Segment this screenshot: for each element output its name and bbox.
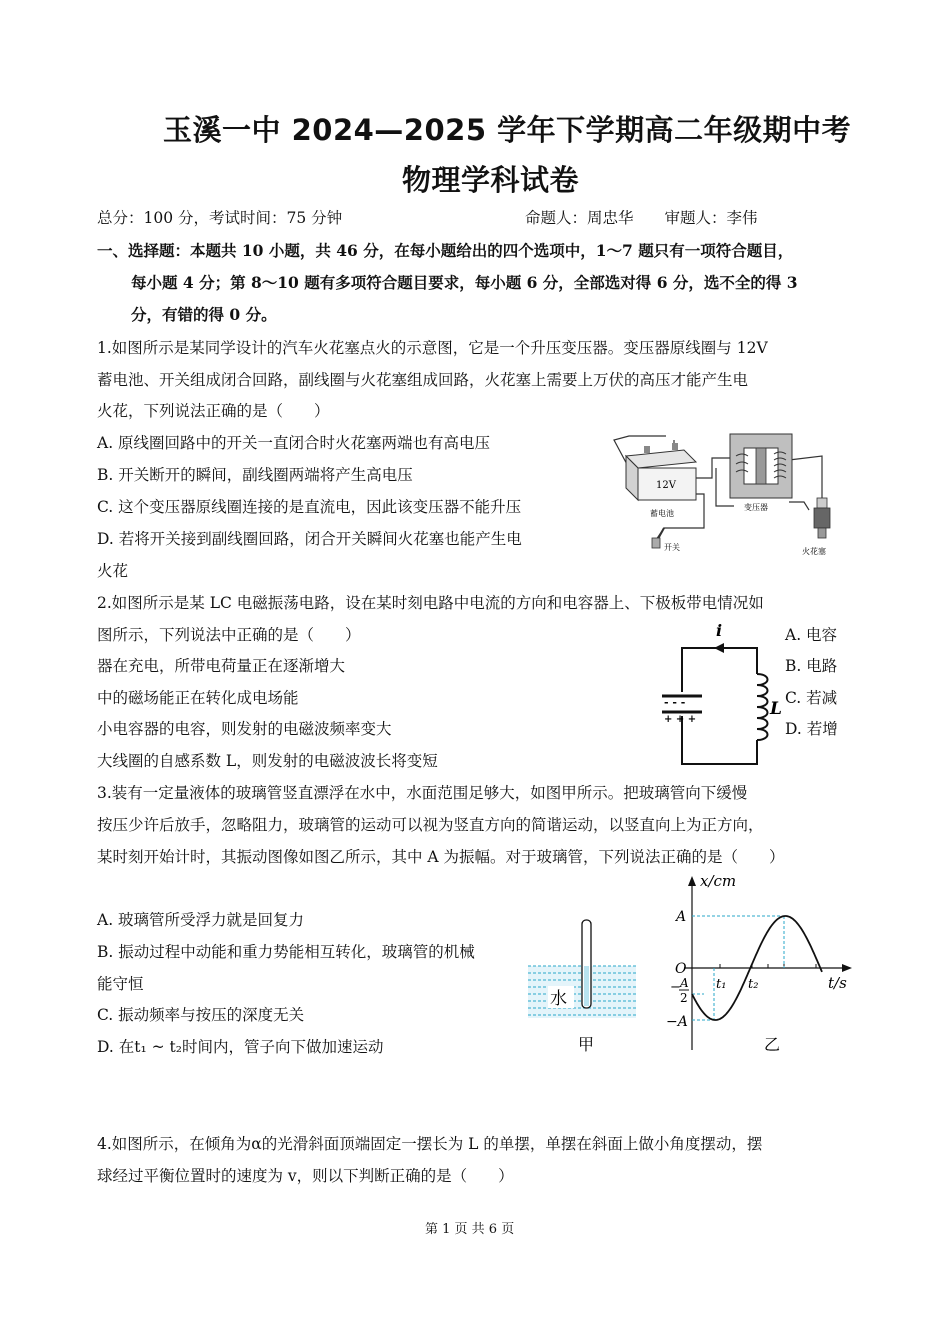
page-footer: 第 1 页 共 6 页 bbox=[425, 1222, 515, 1237]
q3-stem-1: 3.装有一定量液体的玻璃管竖直漂浮在水中，水面范围足够大，如图甲所示。把玻璃管向下缓慢 bbox=[97, 784, 748, 802]
top-plate-charge: - - - bbox=[664, 696, 686, 709]
exam-info-left: 总分：100 分，考试时间：75 分钟 bbox=[97, 209, 343, 227]
q4-stem-1: 4.如图所示，在倾角为α的光滑斜面顶端固定一摆长为 L 的单摆，单摆在斜面上做小角度摆动，摆 bbox=[97, 1135, 763, 1153]
q2-stem-1: 2.如图所示是某 LC 电磁振荡电路，设在某时刻电路中电流的方向和电容器上、下极板带电情况如 bbox=[97, 594, 764, 612]
q3-option-d: D. 在t₁ ~ t₂时间内，管子向下做加速运动 bbox=[97, 1038, 384, 1056]
q3-option-a: A. 玻璃管所受浮力就是回复力 bbox=[97, 911, 305, 929]
battery-label: 蓄电池 bbox=[650, 509, 674, 518]
figure-yi-caption: 乙 bbox=[764, 1035, 781, 1054]
section1-line3: 分，有错的得 0 分。 bbox=[131, 305, 277, 324]
current-arrow-icon bbox=[714, 643, 724, 653]
q1-stem-3: 火花，下列说法正确的是（ ） bbox=[97, 402, 330, 420]
q1-option-b: B. 开关断开的瞬间，副线圈两端将产生高电压 bbox=[97, 466, 413, 484]
amplitude-label: A bbox=[676, 909, 687, 925]
half-a-minus: − bbox=[670, 980, 681, 995]
bottom-plate-charge: + + + bbox=[664, 714, 697, 725]
q1-stem-2: 蓄电池、开关组成闭合回路，副线圈与火花塞组成回路，火花塞上需要上万伏的高压才能产生电 bbox=[97, 371, 749, 389]
q4-stem-2: 球经过平衡位置时的速度为 v，则以下判断正确的是（ ） bbox=[97, 1167, 514, 1185]
q1-option-d: D. 若将开关接到副线圈回路，闭合开关瞬间火花塞也能产生电 bbox=[97, 530, 522, 548]
battery-voltage-label: 12V bbox=[656, 480, 676, 491]
q3-vibration-graph bbox=[660, 870, 860, 1062]
q1-option-a: A. 原线圈回路中的开关一直闭合时火花塞两端也有高电压 bbox=[97, 434, 491, 452]
title-line-2: 物理学科试卷 bbox=[402, 163, 580, 197]
title-line-1: 玉溪一中 2024—2025 学年下学期高二年级期中考 bbox=[163, 113, 852, 147]
figure-jia-caption: 甲 bbox=[578, 1035, 595, 1054]
q2-option-a-cont: 器在充电，所带电荷量正在逐渐增大 bbox=[97, 657, 346, 675]
graph-y-label: x/cm bbox=[700, 872, 737, 890]
t1-label: t₁ bbox=[716, 977, 727, 992]
exam-info-right: 命题人：周忠华 审题人：李伟 bbox=[525, 209, 758, 227]
q3-option-c: C. 振动频率与按压的深度无关 bbox=[97, 1006, 305, 1024]
inductor-label: L bbox=[770, 699, 782, 719]
section1-line2: 每小题 4 分；第 8～10 题有多项符合题目要求，每小题 6 分，全部选对得 6 分，选不全的得 3 bbox=[131, 273, 798, 292]
section1-line1: 一、选择题：本题共 10 小题，共 46 分，在每小题给出的四个选项中，1～7 题只有一项符合题目， bbox=[97, 241, 794, 260]
origin-label: O bbox=[675, 961, 687, 977]
spark-plug-label: 火花塞 bbox=[802, 547, 826, 556]
neg-amplitude-label: −A bbox=[666, 1014, 688, 1030]
q1-option-d-cont: 火花 bbox=[97, 562, 129, 580]
switch-label: 开关 bbox=[664, 543, 680, 552]
q2-option-b-cont: 中的磁场能正在转化成电场能 bbox=[97, 689, 299, 707]
y-axis-arrow-icon bbox=[688, 876, 696, 886]
half-a-den: 2 bbox=[680, 991, 688, 1005]
water-label: 水 bbox=[550, 989, 567, 1009]
q2-option-d-cont: 大线圈的自感系数 L，则发射的电磁波波长将变短 bbox=[97, 752, 438, 770]
half-a-num: A bbox=[680, 976, 689, 990]
t2-label: t₂ bbox=[748, 977, 759, 992]
q3-stem-2: 按压少许后放手，忽略阻力，玻璃管的运动可以视为竖直方向的简谐运动，以竖直向上为正方向， bbox=[97, 816, 764, 834]
current-label: i bbox=[716, 622, 723, 640]
q2-option-b: B. 电路 bbox=[785, 657, 838, 675]
x-axis-arrow-icon bbox=[842, 964, 852, 972]
q3-option-b: B. 振动过程中动能和重力势能相互转化，玻璃管的机械 bbox=[97, 943, 475, 961]
q2-option-a: A. 电容 bbox=[785, 626, 838, 644]
q2-option-c: C. 若减 bbox=[785, 689, 838, 707]
transformer-label: 变压器 bbox=[744, 503, 768, 512]
q3-stem-3: 某时刻开始计时，其振动图像如图乙所示，其中 A 为振幅。对于玻璃管，下列说法正确的是（ ） bbox=[97, 848, 785, 866]
q2-lc-circuit bbox=[652, 622, 782, 772]
q2-option-c-cont: 小电容器的电容，则发射的电磁波频率变大 bbox=[97, 720, 392, 738]
q1-ignition-figure bbox=[604, 428, 846, 560]
inductor-coil bbox=[757, 674, 768, 740]
q2-option-d: D. 若增 bbox=[785, 720, 838, 738]
q3-glass-tube-figure bbox=[526, 916, 638, 1060]
q3-option-b-cont: 能守恒 bbox=[97, 975, 144, 993]
q2-stem-2: 图所示，下列说法中正确的是（ ） bbox=[97, 626, 361, 644]
q1-stem-1: 1.如图所示是某同学设计的汽车火花塞点火的示意图，它是一个升压变压器。变压器原线圈与 12V bbox=[97, 339, 768, 357]
q1-option-c: C. 这个变压器原线圈连接的是直流电，因此该变压器不能升压 bbox=[97, 498, 522, 516]
graph-x-label: t/s bbox=[828, 974, 847, 992]
